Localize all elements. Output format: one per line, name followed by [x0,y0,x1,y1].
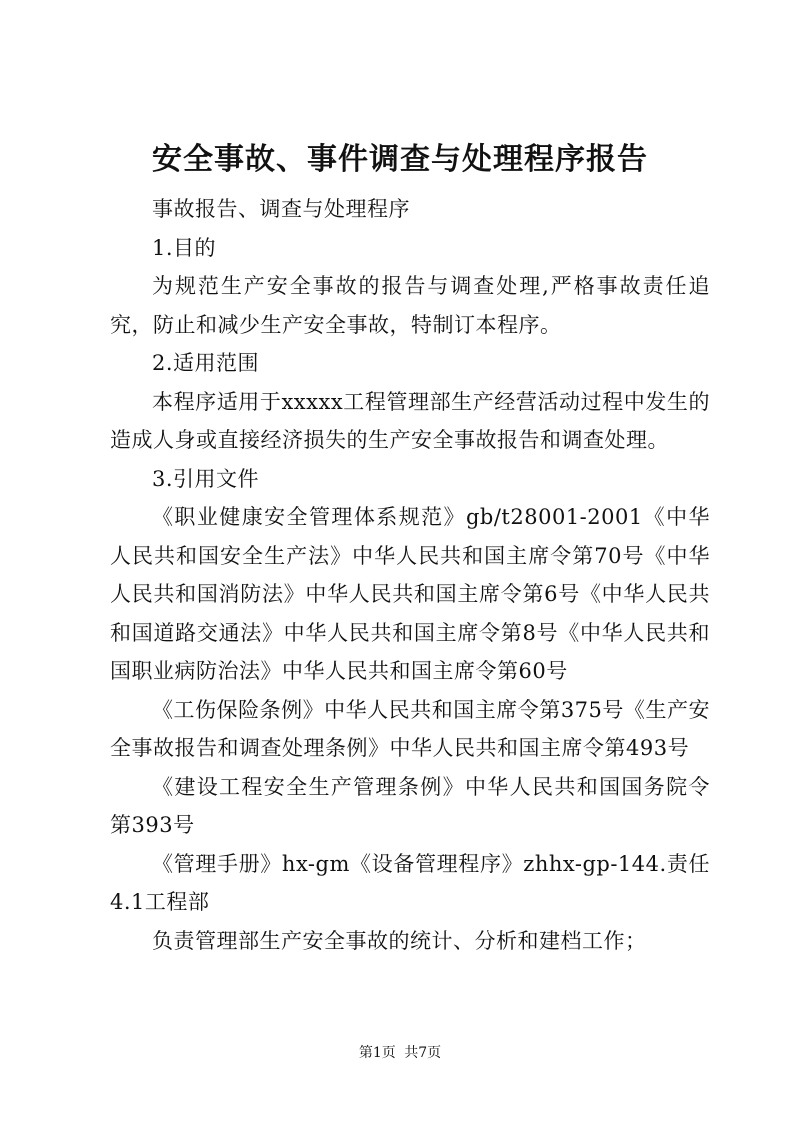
page-number-current: 第1页 [358,1045,396,1061]
page-footer [0,1043,800,1063]
paragraph-references-construction: 《建设工程安全生产管理条例》中华人民共和国国务院令第393号 [110,774,710,837]
paragraph-responsibility: 负责管理部生产安全事故的统计、分析和建档工作； [152,928,647,953]
paragraph-references-regulations: 《工伤保险条例》中华人民共和国主席令第375号《生产安全事故报告和调查处理条例》中华人民共和国主席令第493号 [110,697,710,760]
document-title: 安全事故、事件调查与处理程序报告 [152,142,648,177]
paragraph-purpose: 为规范生产安全事故的报告与调查处理,严格事故责任追究，防止和减少生产安全事故，特制订本程序。 [110,274,710,337]
page-number-total: 共7页 [404,1045,442,1061]
paragraph-references-laws: 《职业健康安全管理体系规范》gb/t28001-2001《中华人民共和国安全生产法》中华人民共和国主席令第70号《中华人民共和国消防法》中华人民共和国主席令第6号《中华人民共和国道路交通法》中华人民共和国主席令第8号《中华人民共和国职业病防治法》中华人民共和国主席令第60号 [110,505,710,683]
document-body [110,190,710,960]
paragraph-scope: 本程序适用于xxxxx工程管理部生产经营活动过程中发生的造成人身或直接经济损失的生产安全事故报告和调查处理。 [110,389,710,452]
paragraph-subtitle: 事故报告、调查与处理程序 [152,197,410,221]
section-heading-purpose: 1.目的 [152,235,217,260]
paragraph-references-manual: 《管理手册》hx-gm《设备管理程序》zhhx-gp-144.责任4.1工程部 [110,851,710,914]
section-heading-references: 3.引用文件 [152,466,260,491]
section-heading-scope: 2.适用范围 [152,351,260,375]
